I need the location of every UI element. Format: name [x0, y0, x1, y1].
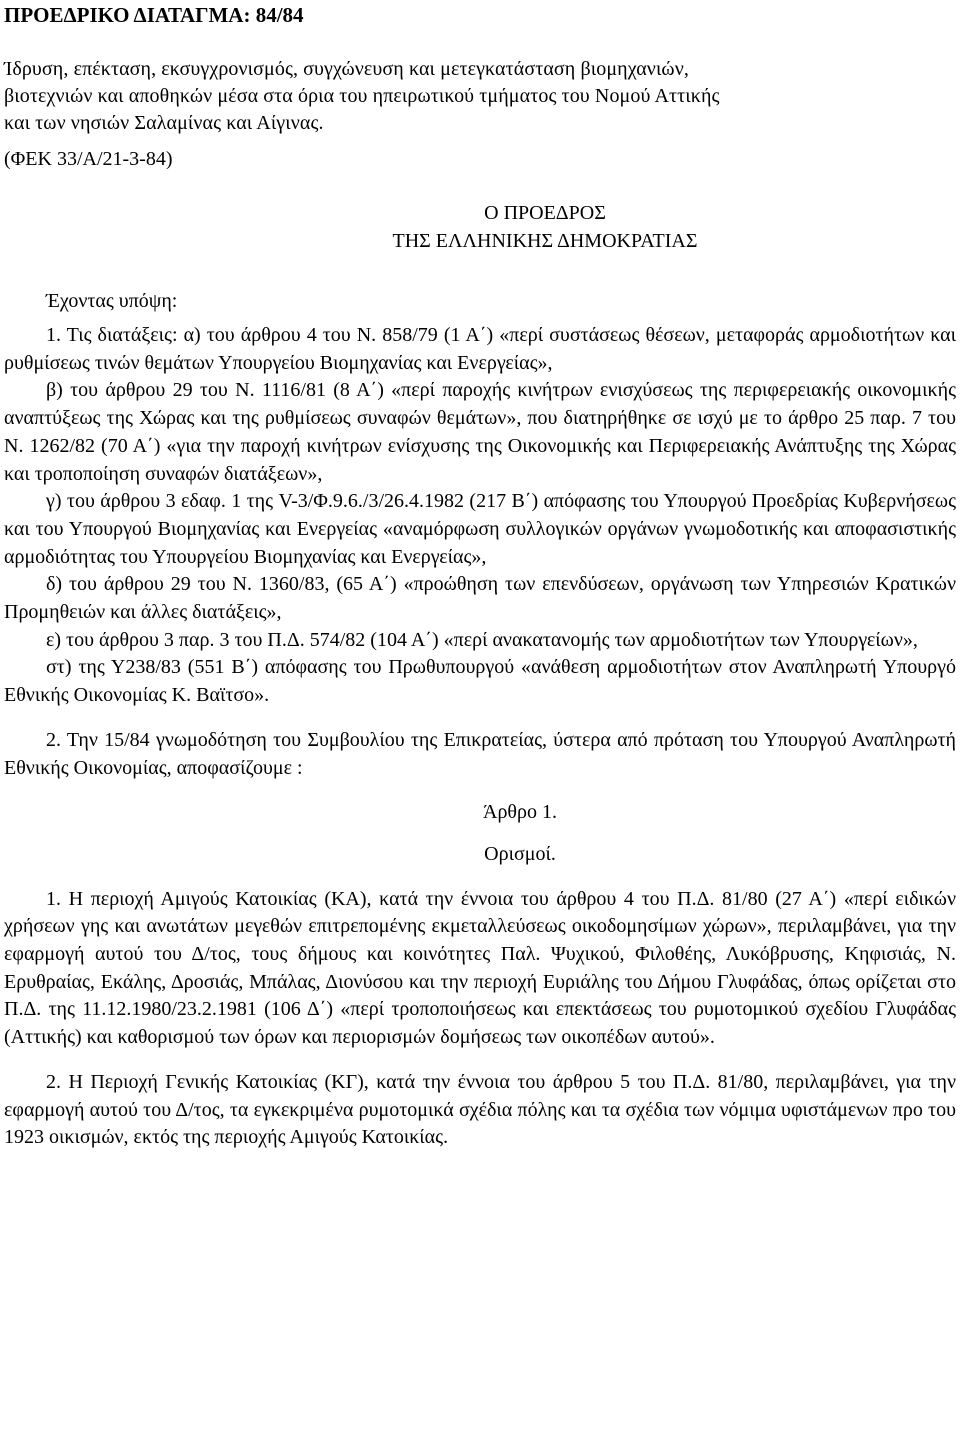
decree-body	[4, 322, 956, 1152]
subject-line: βιοτεχνιών και αποθηκών μέσα στα όρια του ηπειρωτικού τμήματος του Νομού Αττικής	[4, 85, 720, 107]
consideration-1f: στ) της Υ238/83 (551 Β΄) απόφασης του Πρωθυπουργού «ανάθεση αρμοδιοτήτων στον Αναπληρωτή Υπουργό Εθνικής Οικονομίας Κ. Βαϊτσο».	[4, 656, 956, 707]
president-heading: Ο ΠΡΟΕΔΡΟΣ	[484, 202, 606, 224]
consideration-1d: δ) του άρθρου 29 του Ν. 1360/83, (65 Α΄) «προώθηση των επενδύσεων, οργάνωση των Υπηρεσιών Κρατικών Προμηθειών και άλλες διατάξεις»,	[4, 573, 956, 624]
consideration-2: 2. Την 15/84 γνωμοδότηση του Συμβουλίου της Επικρατείας, ύστερα από πρόταση του Υπουργού Αναπληρωτή Εθνικής Οικονομίας, αποφασίζουμε :	[4, 728, 956, 779]
definition-1: 1. Η περιοχή Αμιγούς Κατοικίας (ΚΑ), κατά την έννοια του άρθρου 4 του Π.Δ. 81/80 (27 Α΄) «περί ειδικών χρήσεων γης και ανωτάτων μεγεθών επιτρεπομένης εκμεταλλεύσεως οικοδομησίμων χώρων», περιλαμβάνει, για την εφαρμογή αυτού του Δ/τος, τους δήμους και κοινότητες Παλ. Ψυχικού, Φιλοθέης, Λυκόβρυσης, Κηφισιάς, Ν. Ερυθραίας, Εκάλης, Δροσιάς, Μπάλας, Διονύσου και την περιοχή Ευριάλης του Δήμου Γλυφάδας, όπως ορίζεται στο Π.Δ. της 11.12.1980/23.2.1981 (106 Δ΄) «περί τροποποιήσεως και επεκτάσεως του ρυμοτομικού σχεδίου Γλυφάδας (Αττικής) και καθορισμού των όρων και περιορισμών δομήσεως των οικοπέδων αυτού».	[4, 887, 956, 1049]
republic-heading: ΤΗΣ ΕΛΛΗΝΙΚΗΣ ΔΗΜΟΚΡΑΤΙΑΣ	[392, 230, 698, 252]
consideration-1a: 1. Τις διατάξεις: α) του άρθρου 4 του Ν. 858/79 (1 Α΄) «περί συστάσεως θέσεων, μεταφοράς αρμοδιοτήτων και ρυθμίσεως τινών θεμάτων Υπουργείου Βιομηχανίας και Ενεργείας»,	[4, 324, 956, 374]
considering-label: Έχοντας υπόψη:	[46, 290, 178, 312]
gazette-reference: (ΦΕΚ 33/Α/21-3-84)	[4, 148, 173, 170]
article-title: Ορισμοί.	[484, 842, 556, 865]
consideration-1e: ε) του άρθρου 3 παρ. 3 του Π.Δ. 574/82 (104 Α΄) «περί ανακατανομής των αρμοδιοτήτων των Υπουργείων»,	[46, 628, 918, 651]
decree-subject	[4, 56, 956, 137]
definition-2: 2. Η Περιοχή Γενικής Κατοικίας (ΚΓ), κατά την έννοια του άρθρου 5 του Π.Δ. 81/80, περιλαμβάνει, για την εφαρμογή αυτού του Δ/τος, τα εγκεκριμένα ρυμοτομικά σχέδια πόλης και τα σχέδια των νόμιμα υφιστάμενων προ του 1923 οικισμών, εκτός της περιοχής Αμιγούς Κατοικίας.	[4, 1070, 956, 1149]
decree-title: ΠΡΟΕΔΡΙΚΟ ΔΙΑΤΑΓΜΑ: 84/84	[4, 3, 304, 27]
subject-line: Ίδρυση, επέκταση, εκσυγχρονισμός, συγχώνευση και μετεγκατάσταση βιομηχανιών,	[4, 58, 689, 80]
article-number: Άρθρο 1.	[483, 801, 557, 824]
consideration-1b: β) του άρθρου 29 του Ν. 1116/81 (8 Α΄) «περί παροχής κινήτρων ενισχύσεως της περιφερειακής οικονομικής αναπτύξεως της Χώρας και της ρυθμίσεως συναφών θεμάτων», που διατηρήθηκε σε ισχύ με το άρθρο 25 παρ. 7 του Ν. 1262/82 (70 Α΄) «για την παροχή κινήτρων ενίσχυσης της Οικονομικής και Περιφερειακής Ανάπτυξης της Χώρας και τροποποίηση συναφών διατάξεων»,	[4, 379, 956, 485]
consideration-1c: γ) του άρθρου 3 εδαφ. 1 της V-3/Φ.9.6./3/26.4.1982 (217 Β΄) απόφασης του Υπουργού Προεδρίας Κυβερνήσεως και του Υπουργού Βιομηχανίας και Ενεργείας «αναμόρφωση συλλογικών οργάνων γνωμοδοτικής και αποφασιστικής αρμοδιότητας του Υπουργείου Βιομηχανίας και Ενεργείας»,	[4, 490, 956, 568]
subject-line: και των νησιών Σαλαμίνας και Αίγινας.	[4, 112, 324, 134]
